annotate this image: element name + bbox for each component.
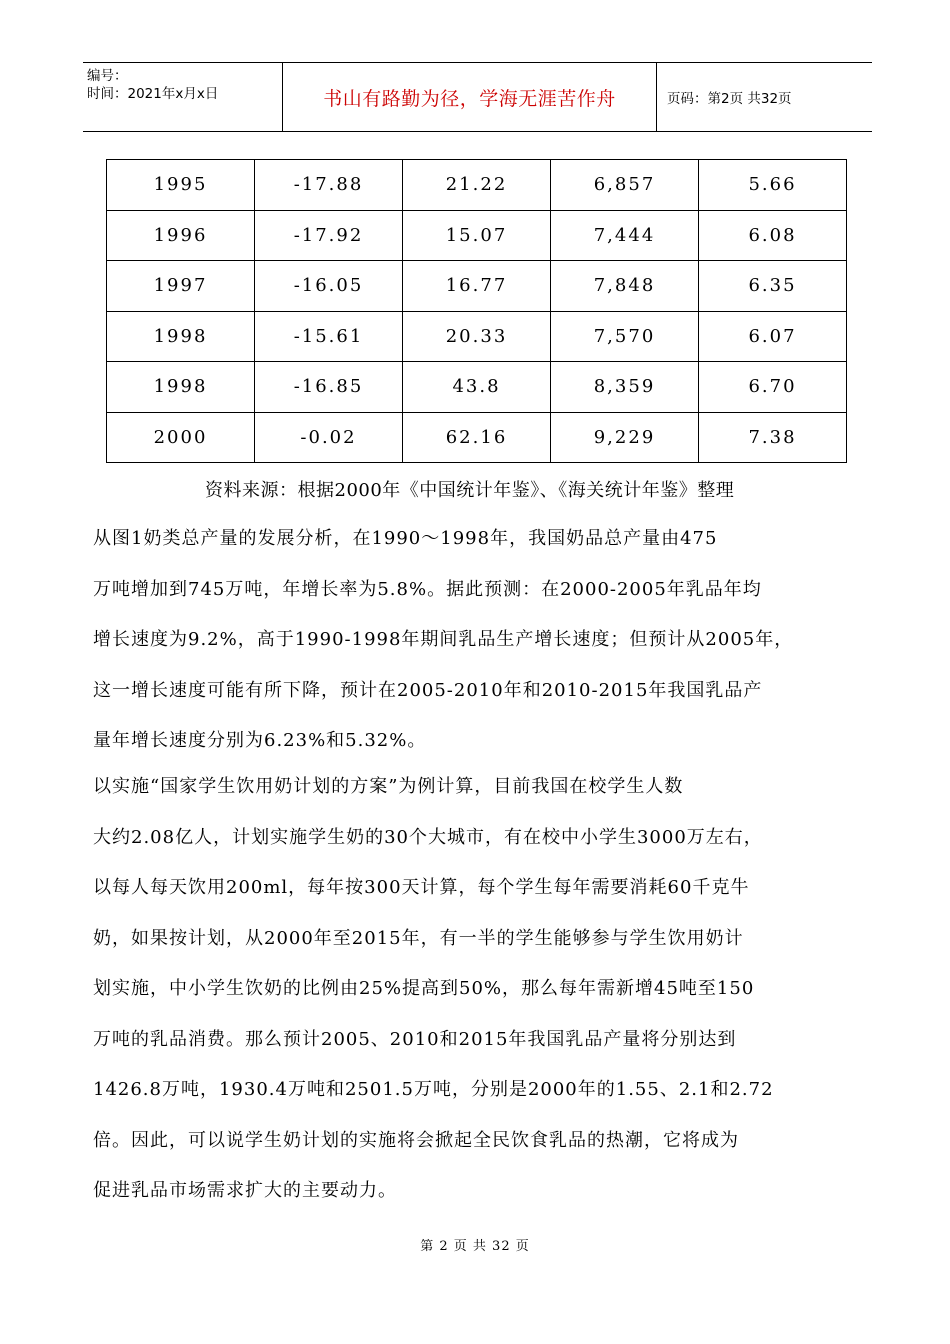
- table-cell: -17.88: [255, 160, 403, 211]
- table-cell: 1995: [107, 160, 255, 211]
- text-line: 奶，如果按计划，从2000年至2015年，有一半的学生能够参与学生饮用奶计: [93, 927, 744, 949]
- table-cell: 9,229: [551, 412, 699, 463]
- text-line: 万吨增加到745万吨，年增长率为5.8%。据此预测：在2000-2005年乳品年均: [93, 578, 762, 600]
- text-line: 这一增长速度可能有所下降，预计在2005-2010年和2010-2015年我国乳品产: [93, 679, 763, 701]
- text-line: 量年增长速度分别为6.23%和5.32%。: [93, 730, 427, 751]
- table-cell: 21.22: [403, 160, 551, 211]
- table-cell: 7,444: [551, 210, 699, 261]
- text-line: 1426.8万吨，1930.4万吨和2501.5万吨，分别是2000年的1.55、2.1和2.72: [93, 1079, 774, 1100]
- text-line: 万吨的乳品消费。那么预计2005、2010和2015年我国乳品产量将分别达到: [93, 1028, 737, 1050]
- table-row: [107, 160, 847, 211]
- text-line: 以每人每天饮用200ml，每年按300天计算，每个学生每年需要消耗60千克牛: [93, 877, 750, 898]
- table-cell: 2000: [107, 412, 255, 463]
- header-page-info: 页码：第2页 共32页: [667, 91, 792, 107]
- data-table: [106, 159, 847, 463]
- text-line: 促进乳品市场需求扩大的主要动力。: [93, 1180, 397, 1201]
- table-cell: 6.07: [699, 311, 847, 362]
- header-meta: [83, 63, 283, 131]
- table-cell: -16.05: [255, 261, 403, 312]
- table-cell: 1998: [107, 311, 255, 362]
- text-line: 划实施，中小学生饮奶的比例由25%提高到50%，那么每年需新增45吨至150: [93, 978, 755, 999]
- table-cell: 5.66: [699, 160, 847, 211]
- paragraph-1: [93, 514, 873, 767]
- page-header: [83, 62, 872, 132]
- paragraph-2: [93, 762, 873, 1217]
- table-cell: -0.02: [255, 412, 403, 463]
- table-cell: 6.70: [699, 362, 847, 413]
- table-cell: 7,848: [551, 261, 699, 312]
- table-row: [107, 261, 847, 312]
- header-motto: 书山有路勤为径，学海无涯苦作舟: [283, 63, 657, 131]
- table-cell: 62.16: [403, 412, 551, 463]
- table-cell: 16.77: [403, 261, 551, 312]
- table-cell: 7.38: [699, 412, 847, 463]
- table-cell: 1996: [107, 210, 255, 261]
- table-cell: 6.08: [699, 210, 847, 261]
- table-cell: 6,857: [551, 160, 699, 211]
- source-note: 资料来源：根据2000年《中国统计年鉴》、《海关统计年鉴》整理: [205, 480, 735, 501]
- table-cell: 7,570: [551, 311, 699, 362]
- text-line: 以实施“国家学生饮用奶计划的方案”为例计算，目前我国在校学生人数: [93, 776, 684, 797]
- table-cell: 43.8: [403, 362, 551, 413]
- text-line: 从图1奶类总产量的发展分析，在1990～1998年，我国奶品总产量由475: [93, 528, 718, 549]
- table-cell: -15.61: [255, 311, 403, 362]
- table-row: [107, 412, 847, 463]
- text-line: 倍。因此，可以说学生奶计划的实施将会掀起全民饮食乳品的热潮，它将成为: [93, 1129, 739, 1151]
- text-line: 大约2.08亿人，计划实施学生奶的30个大城市，有在校中小学生3000万左右，: [93, 826, 763, 848]
- time-label: 时间：2021年x月x日: [87, 86, 219, 102]
- table-row: [107, 362, 847, 413]
- table-cell: 1998: [107, 362, 255, 413]
- table-cell: 6.35: [699, 261, 847, 312]
- text-line: 增长速度为9.2%，高于1990-1998年期间乳品生产增长速度；但预计从2005年，: [93, 629, 794, 650]
- table-cell: 15.07: [403, 210, 551, 261]
- table-cell: -17.92: [255, 210, 403, 261]
- page-footer: 第 2 页 共 32 页: [420, 1239, 530, 1254]
- table-row: [107, 210, 847, 261]
- code-label: 编号：: [87, 68, 128, 84]
- table-cell: -16.85: [255, 362, 403, 413]
- table-row: [107, 311, 847, 362]
- table-cell: 8,359: [551, 362, 699, 413]
- table-cell: 1997: [107, 261, 255, 312]
- table-cell: 20.33: [403, 311, 551, 362]
